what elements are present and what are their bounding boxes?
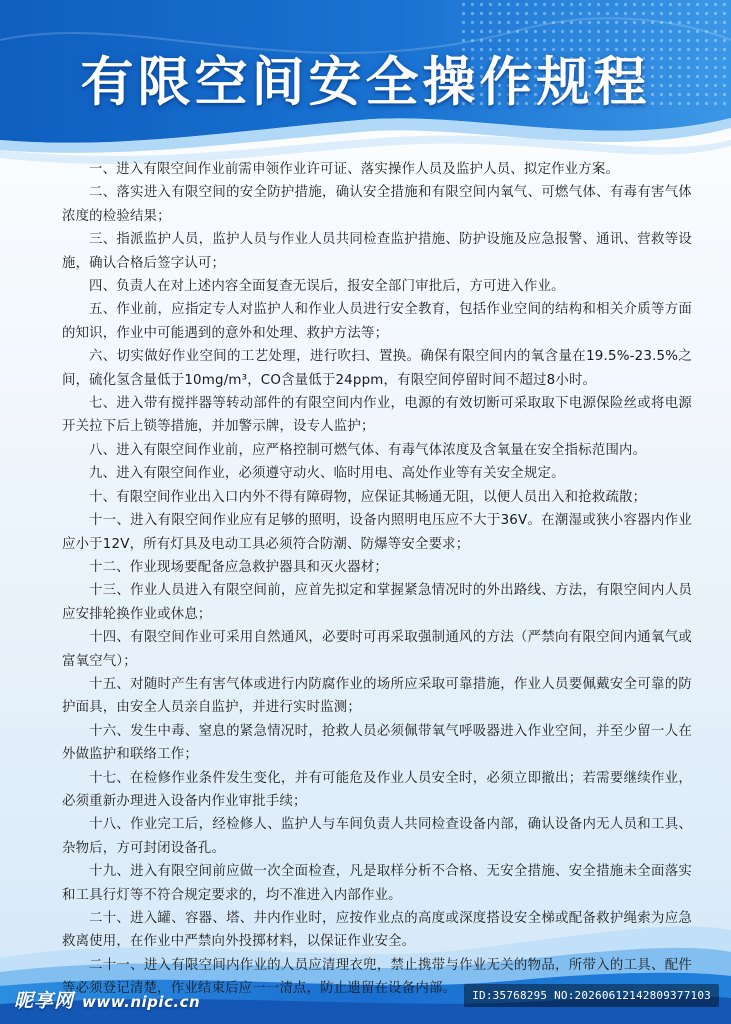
clause-21: 二十一、进入有限空间内作业的人员应清理衣兜，禁止携带与作业无关的物品，所带入的工具、配件等必须登记清楚，作业结束后应一一清点，防止遗留在设备内部。: [62, 957, 692, 997]
watermark-site-url: www.nipic.cn: [82, 993, 201, 1011]
watermark-site-name: 昵享网: [14, 990, 75, 1012]
clause-8: 八、进入有限空间作业前，应严格控制可燃气体、有毒气体浓度及含氧量在安全指标范围内。: [89, 442, 647, 458]
clause-1: 一、进入有限空间作业前需申领作业许可证、落实操作人员及监护人员、拟定作业方案。: [89, 162, 620, 177]
watermark-logo: [14, 986, 200, 1013]
clause-15: 十五、对随时产生有害气体或进行内防腐作业的场所应采取可靠措施，作业人员要佩戴安全可靠的防护面具，由安全人员亲自监护，并进行实时监测；: [62, 676, 692, 716]
clause-20: 二十、进入罐、容器、塔、井内作业时，应按作业点的高度或深度搭设安全梯或配备救护绳索为应急救离使用，在作业中严禁向外投掷材料，以保证作业安全。: [62, 911, 692, 950]
clause-10: 十、有限空间作业出入口内外不得有障碍物，应保证其畅通无阻，以便人员出入和抢救疏散；: [89, 489, 647, 505]
clause-5: 五、作业前，应指定专人对监护人和作业人员进行安全教育，包括作业空间的结构和相关介质等方面的知识，作业中可能遇到的意外和处理、救护方法等；: [62, 302, 692, 341]
clause-2: 二、落实进入有限空间的安全防护措施，确认安全措施和有限空间内氧气、可燃气体、有毒有害气体浓度的检验结果；: [62, 185, 692, 224]
clause-12: 十二、作业现场要配备应急救护器具和灭火器材；: [89, 559, 388, 575]
clause-9: 九、进入有限空间作业，必须遵守动火、临时用电、高处作业等有关安全规定。: [89, 466, 565, 482]
clause-7: 七、进入带有搅拌器等转动部件的有限空间内作业，电源的有效切断可采取取下电源保险丝或将电源开关拉下后上锁等措施，并加警示牌，设专人监护；: [62, 396, 692, 435]
clause-19: 十九、进入有限空间前应做一次全面检查，凡是取样分析不合格、无安全措施、安全措施未全面落实和工具行灯等不符合规定要求的，均不准进入内部作业。: [62, 864, 692, 903]
image-id-label: ID:35768295 NO:20260612142809377103: [464, 984, 719, 1007]
page-title: 有限空间安全操作规程: [80, 52, 651, 113]
clause-14: 十四、有限空间作业可采用自然通风，必要时可再采取强制通风的方法（严禁向有限空间内通氧气或富氧空气）；: [62, 630, 692, 669]
clause-13: 十三、作业人员进入有限空间前，应首先拟定和掌握紧急情况时的外出路线、方法，有限空间内人员应安排轮换作业或休息；: [62, 583, 692, 622]
regulation-body: [62, 158, 692, 1001]
clause-11: 十一、进入有限空间作业应有足够的照明，设备内照明电压应不大于36V。在潮湿或狭小容器内作业应小于12V，所有灯具及电动工具必须符合防潮、防爆等安全要求；: [62, 513, 692, 552]
clause-18: 十八、作业完工后，经检修人、监护人与车间负责人共同检查设备内部，确认设备内无人员和工具、杂物后，方可封闭设备孔。: [62, 817, 692, 856]
clause-17: 十七、在检修作业条件发生变化，并有可能危及作业人员安全时，必须立即撤出；若需要继续作业，必须重新办理进入设备内作业审批手续；: [62, 770, 692, 809]
clause-6: 六、切实做好作业空间的工艺处理，进行吹扫、置换。确保有限空间内的氧含量在19.5%-23.5%之间，硫化氢含量低于10mg/m³，CO含量低于24ppm，有限空间停留时间不超过8小时。: [62, 349, 692, 388]
clause-16: 十六、发生中毒、窒息的紧急情况时，抢救人员必须佩带氧气呼吸器进入作业空间，并至少留一人在外做监护和联络工作；: [62, 723, 692, 763]
clause-3: 三、指派监护人员，监护人员与作业人员共同检查监护措施、防护设施及应急报警、通讯、营救等设施，确认合格后签字认可；: [62, 232, 692, 271]
clause-4: 四、负责人在对上述内容全面复查无误后，报安全部门审批后，方可进入作业。: [89, 279, 565, 295]
